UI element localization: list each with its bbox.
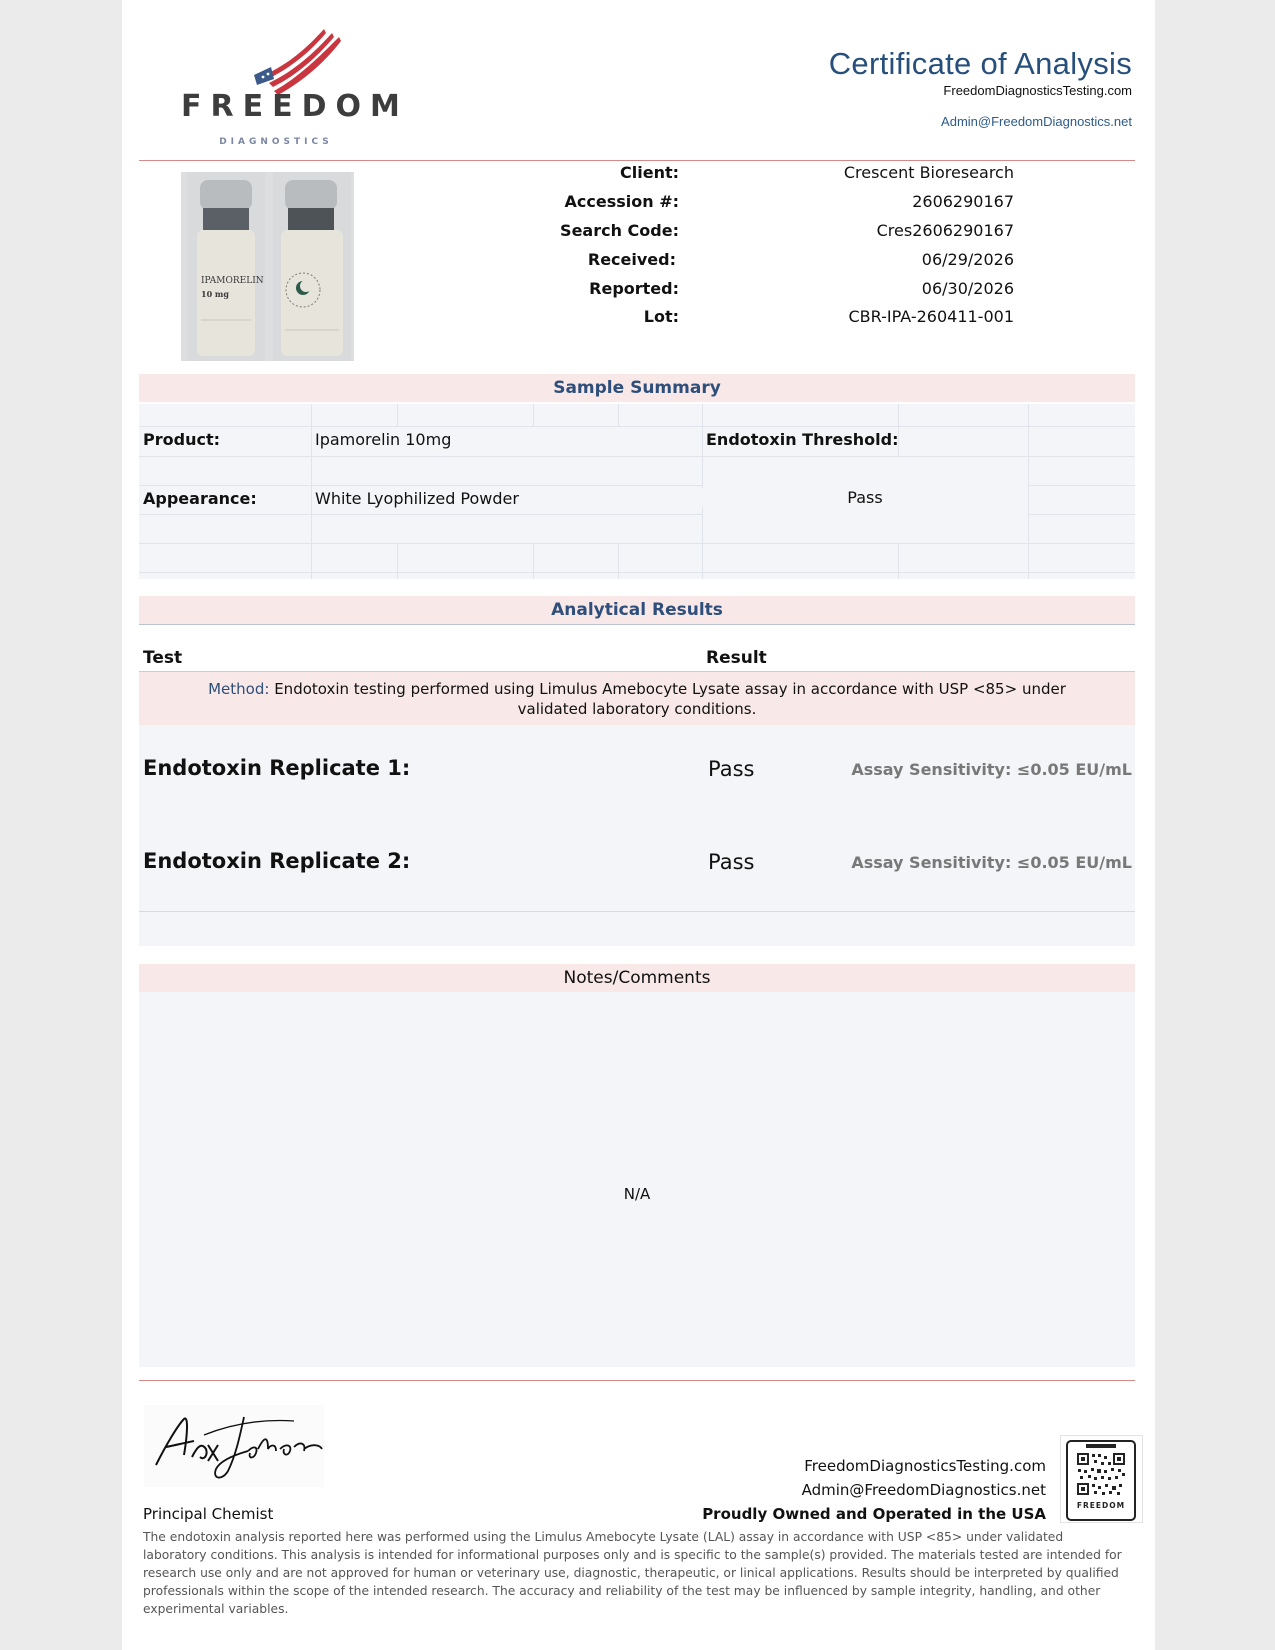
reported-label: Reported: xyxy=(589,279,679,298)
chemist-title: Principal Chemist xyxy=(143,1505,274,1523)
appearance-value: White Lyophilized Powder xyxy=(315,489,519,508)
certificate-title: Certificate of Analysis xyxy=(828,46,1132,81)
results-spacer xyxy=(139,912,1135,946)
certificate-sheet xyxy=(139,17,1135,1633)
lot-label: Lot: xyxy=(643,307,679,326)
reported-value: 06/30/2026 xyxy=(921,279,1014,298)
replicate-name: Endotoxin Replicate 1: xyxy=(143,756,411,780)
search-code-value: Cres2606290167 xyxy=(876,221,1014,240)
notes-bar: Notes/Comments xyxy=(139,964,1135,992)
replicate-result: Pass xyxy=(708,757,755,781)
footer-email-link[interactable]: Admin@FreedomDiagnostics.net xyxy=(801,1481,1046,1499)
signature-mark xyxy=(144,1405,324,1487)
test-column-header: Test xyxy=(143,648,183,668)
table-row xyxy=(139,725,1135,819)
vial-dose: 10 mg xyxy=(201,289,229,299)
flag-wings-icon xyxy=(179,27,379,97)
header-email-link[interactable]: Admin@FreedomDiagnostics.net xyxy=(941,114,1132,129)
client-label: Client: xyxy=(620,163,679,182)
document-page xyxy=(122,0,1155,1650)
lot-value: CBR-IPA-260411-001 xyxy=(848,307,1014,326)
method-key: Method: xyxy=(208,680,270,698)
vial-front xyxy=(187,172,265,361)
logo-subtitle: DIAGNOSTICS xyxy=(219,137,333,147)
appearance-label: Appearance: xyxy=(143,489,257,508)
sample-summary-grid xyxy=(139,404,1135,579)
product-photo xyxy=(181,172,354,361)
header-website-link[interactable]: FreedomDiagnosticsTesting.com xyxy=(943,83,1132,98)
footer-divider xyxy=(139,1380,1135,1381)
vial-label: IPAMORELIN xyxy=(201,276,264,286)
sample-summary-title: Sample Summary xyxy=(553,378,721,398)
header-divider xyxy=(139,160,1135,161)
replicate-result: Pass xyxy=(708,850,755,874)
received-label: Received: xyxy=(587,250,676,269)
analytical-results-bar xyxy=(139,596,1135,625)
result-column-header: Result xyxy=(706,648,767,668)
qr-code[interactable] xyxy=(1066,1440,1136,1521)
method-note xyxy=(139,672,1135,725)
product-value: Ipamorelin 10mg xyxy=(315,430,452,449)
method-text: Endotoxin testing performed using Limulus Amebocyte Lysate assay in accordance with USP <85> under validated laboratory conditions. xyxy=(274,680,1066,718)
sample-summary-bar xyxy=(139,374,1135,402)
threshold-label: Endotoxin Threshold: xyxy=(706,430,899,449)
logo-wordmark: FREEDOM xyxy=(181,89,409,124)
vial-back xyxy=(273,172,351,361)
qr-label: FREEDOM xyxy=(1076,1501,1126,1510)
company-logo xyxy=(179,27,409,152)
assay-sensitivity: Assay Sensitivity: ≤0.05 EU/mL xyxy=(851,853,1132,872)
product-label: Product: xyxy=(143,430,220,449)
disclaimer-text: The endotoxin analysis reported here was performed using the Limulus Amebocyte Lysate (LAL) assay in accordance with USP <85> under validated laboratory conditions. This analysis is intended for informational purposes only and is specific to the sample(s) provided. The materials tested are intended for research use only and are not approved for human or veterinary use, diagnostic, therapeutic, or linical applications. Results should be interpreted by qualified professionals within the scope of the intended research. The accuracy and reliability of the test may be influenced by sample integrity, handling, and other experimental variables. xyxy=(143,1530,1122,1616)
footer-website-link[interactable]: FreedomDiagnosticsTesting.com xyxy=(804,1457,1046,1475)
threshold-value: Pass xyxy=(702,488,1028,507)
assay-sensitivity: Assay Sensitivity: ≤0.05 EU/mL xyxy=(851,760,1132,779)
notes-body xyxy=(139,992,1135,1367)
signature xyxy=(144,1405,324,1487)
footer-tagline: Proudly Owned and Operated in the USA xyxy=(702,1505,1046,1523)
accession-value: 2606290167 xyxy=(912,192,1014,211)
received-value: 06/29/2026 xyxy=(921,250,1014,269)
notes-text: N/A xyxy=(623,1185,651,1203)
search-code-label: Search Code: xyxy=(560,221,679,240)
client-value: Crescent Bioresearch xyxy=(843,163,1014,182)
replicate-name: Endotoxin Replicate 2: xyxy=(143,849,411,873)
accession-label: Accession #: xyxy=(564,192,679,211)
analytical-results-title: Analytical Results xyxy=(551,600,723,620)
table-row xyxy=(139,818,1135,912)
